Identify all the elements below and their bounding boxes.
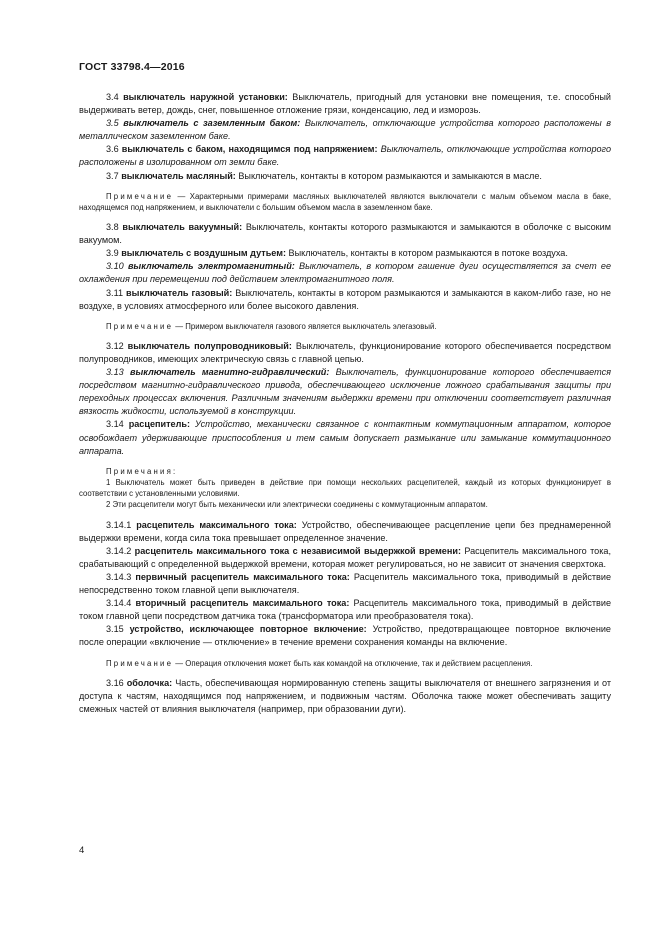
document-body (79, 91, 611, 716)
definition-3-15: 3.15 устройство, исключающее повторное включение: Устройство, предотвращающее повторное включение после операции «включение — отключение» в течение времени сохранения команды на включение. (79, 624, 611, 648)
term: первичный расцепитель максимального тока: (135, 571, 350, 582)
term: выключатель полупроводниковый: (127, 340, 292, 351)
note-oil-breakers: Примечание — Характерными примерами масляных выключателей являются выключатели с малым объемом масла в баке, находящемся под напряжением, и выключатели с большим объемом масла в заземленном баке. (79, 191, 611, 212)
definition-3-10: 3.10 выключатель электромагнитный: Выключатель, в котором гашение дуги осуществляется за счет ее охлаждения при перемещении под действием электромагнитного поля. (79, 261, 612, 285)
term: расцепитель максимального тока с независимой выдержкой времени: (134, 545, 461, 556)
definition-3-12: 3.12 выключатель полупроводниковый: Выключатель, функционирование которого обеспечивается посредством полупроводников, имеющих электрическую связь с главной цепью. (79, 340, 611, 365)
term: выключатель с воздушным дутьем: (121, 248, 286, 259)
definition-3-5: 3.5 выключатель с заземленным баком: Выключатель, отключающие устройства которого расположены в металлическом заземленном баке. (79, 118, 611, 142)
definition-3-14-3: 3.14.3 первичный расцепитель максимального тока: Расцепитель максимального тока, приводимый в действие непосредственно током главной цепи выключателя. (79, 571, 611, 596)
definition-3-14-1: 3.14.1 расцепитель максимального тока: Устройство, обеспечивающее расцепление цепи без преднамеренной выдержки времени, когда сила тока превышает определенное значение. (79, 519, 611, 543)
term: выключатель магнитно-гидравлический: (130, 367, 330, 378)
term: выключатель с баком, находящимся под напряжением: (121, 144, 378, 155)
note-item-2: 2 Эти расцепители могут быть механически или электрически соединены с коммутационным аппаратом. (106, 500, 488, 510)
definition-3-6: 3.6 выключатель с баком, находящимся под напряжением: Выключатель, отключающие устройства которого расположены в изолированном от земли баке. (79, 144, 611, 168)
document-header: ГОСТ 33798.4—2016 (79, 61, 185, 73)
definition-3-16: 3.16 оболочка: Часть, обеспечивающая нормированную степень защиты выключателя от внешнего загрязнения и от доступа к частям, находящимся под напряжением, и подвижным частям. Оболочка также может обеспечивать защиту смежных частей от влияния выключателя (например, при образовании дуги). (79, 677, 611, 714)
definition-3-11: 3.11 выключатель газовый: Выключатель, контакты в котором размыкаются и замыкаются в каком-либо газе, но не воздухе, в условиях атмосферного или более высокого давления. (79, 287, 611, 311)
term: выключатель газовый: (126, 287, 233, 298)
term: выключатель масляный: (121, 170, 236, 181)
definition-3-8: 3.8 выключатель вакуумный: Выключатель, контакты которого размыкаются и замыкаются в оболочке с высоким вакуумом. (79, 222, 611, 246)
definition-3-4: 3.4 выключатель наружной установки: Выключатель, пригодный для установки вне помещения, т.е. способный выдерживать ветер, дождь, снег, повышенное отложение грязи, конденсацию, лед и изморозь. (79, 92, 611, 116)
term: выключатель электромагнитный: (127, 261, 295, 272)
page-number: 4 (79, 845, 85, 856)
notes-label: Примечания: (106, 466, 178, 476)
definition-3-13: 3.13 выключатель магнитно-гидравлический: Выключатель, функционирование которого обеспечивается посредством магнитно-гидравлического привода, обеспечивающего исключение ложного срабатывания защиты при переходных процессах включения. Различным значениям выдержки времени при отключении соответствует различная вязкость жидкости, используемой в конструкции. (79, 367, 611, 417)
term: устройство, исключающее повторное включение: (129, 624, 367, 635)
definition-3-14: 3.14 расцепитель: Устройство, механически связанное с контактным коммутационным аппаратом, которое освобождает удерживающие приспособления и тем самым допускает размыкание или замыкание коммутационного аппарата. (79, 419, 611, 456)
term: вторичный расцепитель максимального тока: (135, 598, 350, 609)
note-trip-operation: Примечание — Операция отключения может быть как командой на отключение, так и действием расцепления. (106, 658, 533, 668)
term: выключатель наружной установки: (123, 92, 288, 102)
term: расцепитель: (128, 419, 190, 430)
definition-3-14-2: 3.14.2 расцепитель максимального тока с независимой выдержкой времени: Расцепитель максимального тока, срабатывающий с определенной выдержкой времени, которая может регулироваться, но не зависит от значения сверхтока. (79, 545, 611, 569)
term: выключатель вакуумный: (122, 222, 243, 233)
term: расцепитель максимального тока: (136, 519, 297, 530)
definition-3-14-4: 3.14.4 вторичный расцепитель максимального тока: Расцепитель максимального тока, приводимый в действие током главной цепи посредством датчика тока (трансформатора или преобразователя тока). (79, 598, 612, 622)
term: выключатель с заземленным баком: (123, 118, 301, 129)
definition-3-7: 3.7 выключатель масляный: Выключатель, контакты в котором размыкаются и замыкаются в масле. (106, 170, 542, 181)
definition-3-9: 3.9 выключатель с воздушным дутьем: Выключатель, контакты в котором размыкаются в потоке воздуха. (106, 248, 568, 259)
note-gas-breaker: Примечание — Примером выключателя газового является выключатель элегазовый. (106, 321, 437, 331)
note-item-1: 1 Выключатель может быть приведен в действие при помощи нескольких расцепителей, каждый из которых функционирует в соответствии с установленными условиями. (79, 477, 611, 499)
term: оболочка: (126, 677, 173, 688)
